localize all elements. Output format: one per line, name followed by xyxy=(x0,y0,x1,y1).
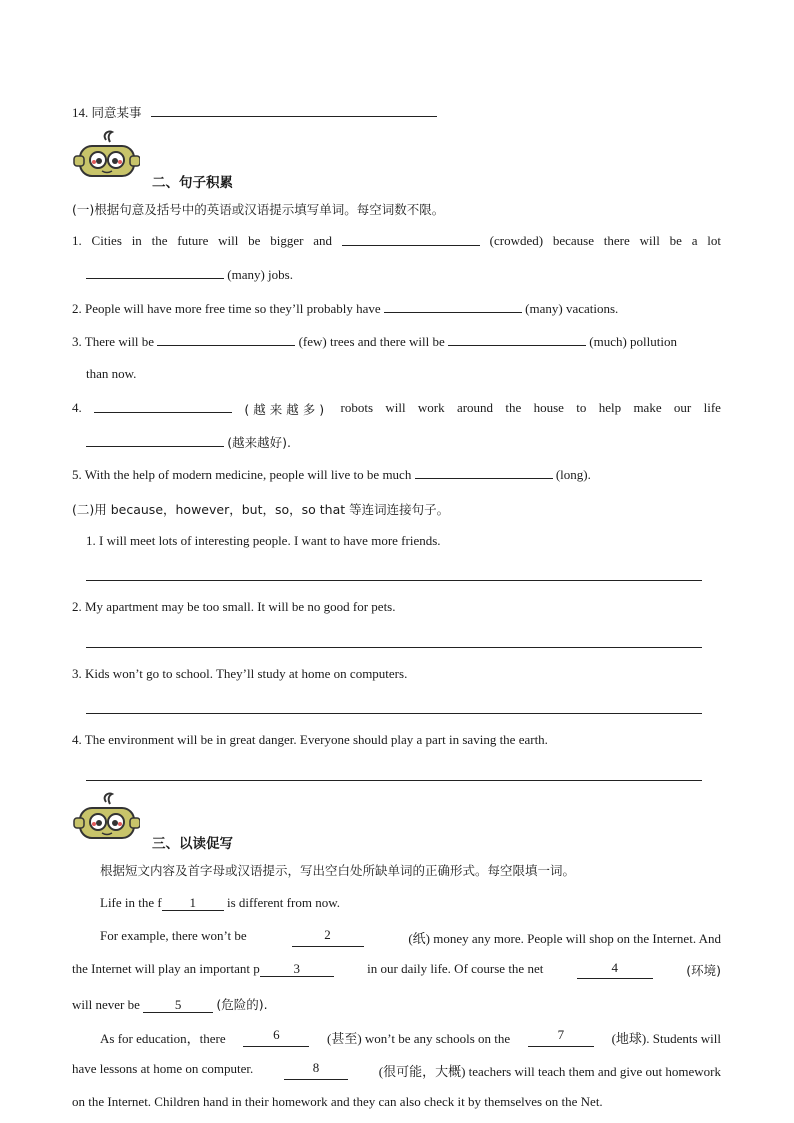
instruction: (二)用 because，however，but，so，so that 等连词连接句子。 xyxy=(72,502,450,517)
answer-line[interactable] xyxy=(86,580,702,581)
answer-blank[interactable]: 5 xyxy=(143,998,213,1013)
question-5: 5. With the help of modern medicine, people will live to be much (long). xyxy=(72,467,591,482)
connect-question-4: 4. The environment will be in great danger. Everyone should play a part in saving the earth. xyxy=(72,732,548,747)
passage-line: For example, there won’t be 2 (纸) money any more. People will shop on the Internet. And xyxy=(100,927,721,946)
connect-question-1: 1. I will meet lots of interesting people. I want to have more friends. xyxy=(86,533,441,548)
answer-blank[interactable] xyxy=(86,434,224,447)
answer-line[interactable] xyxy=(86,780,702,781)
answer-line[interactable] xyxy=(86,647,702,648)
mascot-icon xyxy=(72,130,140,184)
question-4-cont: (越来越好). xyxy=(86,433,291,451)
answer-blank[interactable]: 6 xyxy=(243,1028,309,1047)
connect-question-3: 3. Kids won’t go to school. They’ll study at home on computers. xyxy=(72,666,408,681)
passage-line: on the Internet. Children hand in their homework and they can also check it by themselves on the Net. xyxy=(72,1094,603,1109)
question-1: 1. Cities in the future will be bigger and (crowded) because there will be a lot xyxy=(72,233,721,248)
question-1-cont: (many) jobs. xyxy=(86,266,293,283)
passage-line: As for education，there 6 (甚至) won’t be any schools on the 7 (地球). Students will xyxy=(100,1027,721,1046)
mascot-icon xyxy=(72,792,140,846)
answer-blank[interactable]: 1 xyxy=(162,896,224,911)
instruction: (一)根据句意及括号中的英语或汉语提示填写单词。每空词数不限。 xyxy=(72,202,445,217)
answer-blank[interactable]: 4 xyxy=(577,961,653,979)
answer-blank[interactable] xyxy=(342,233,480,246)
item-14: 14. 同意某事 xyxy=(72,103,437,121)
passage-line: the Internet will play an important p 3 in our daily life. Of course the net 4 (环境) xyxy=(72,960,721,978)
answer-blank[interactable]: 3 xyxy=(260,962,334,977)
passage-line: have lessons at home on computer. 8 (很可能，大概) teachers will teach them and give out homework xyxy=(72,1060,721,1079)
answer-blank[interactable] xyxy=(448,333,586,346)
answer-blank[interactable] xyxy=(151,104,437,117)
question-4: 4. (越来越多) robots will work around the house to help make our life xyxy=(72,400,721,417)
answer-blank[interactable]: 7 xyxy=(528,1028,594,1047)
answer-blank[interactable]: 2 xyxy=(292,928,364,947)
connect-question-2: 2. My apartment may be too small. It will be no good for pets. xyxy=(72,599,396,614)
answer-blank[interactable] xyxy=(415,466,553,479)
section-title: 三、以读促写 xyxy=(152,836,233,852)
question-3-cont: than now. xyxy=(86,366,137,381)
question-3: 3. There will be (few) trees and there will be (much) pollution xyxy=(72,334,678,349)
answer-blank[interactable] xyxy=(94,400,232,413)
passage-line: will never be 5 (危险的). xyxy=(72,997,268,1012)
answer-line[interactable] xyxy=(86,713,702,714)
section-title: 二、句子积累 xyxy=(152,175,233,191)
instruction: 根据短文内容及首字母或汉语提示，写出空白处所缺单词的正确形式。每空限填一词。 xyxy=(100,863,576,878)
question-2: 2. People will have more free time so they’ll probably have (many) vacations. xyxy=(72,301,619,316)
answer-blank[interactable]: 8 xyxy=(284,1061,348,1080)
answer-blank[interactable] xyxy=(157,333,295,346)
answer-blank[interactable] xyxy=(384,300,522,313)
answer-blank[interactable] xyxy=(86,266,224,279)
passage-line: Life in the f 1 is different from now. xyxy=(100,895,340,910)
